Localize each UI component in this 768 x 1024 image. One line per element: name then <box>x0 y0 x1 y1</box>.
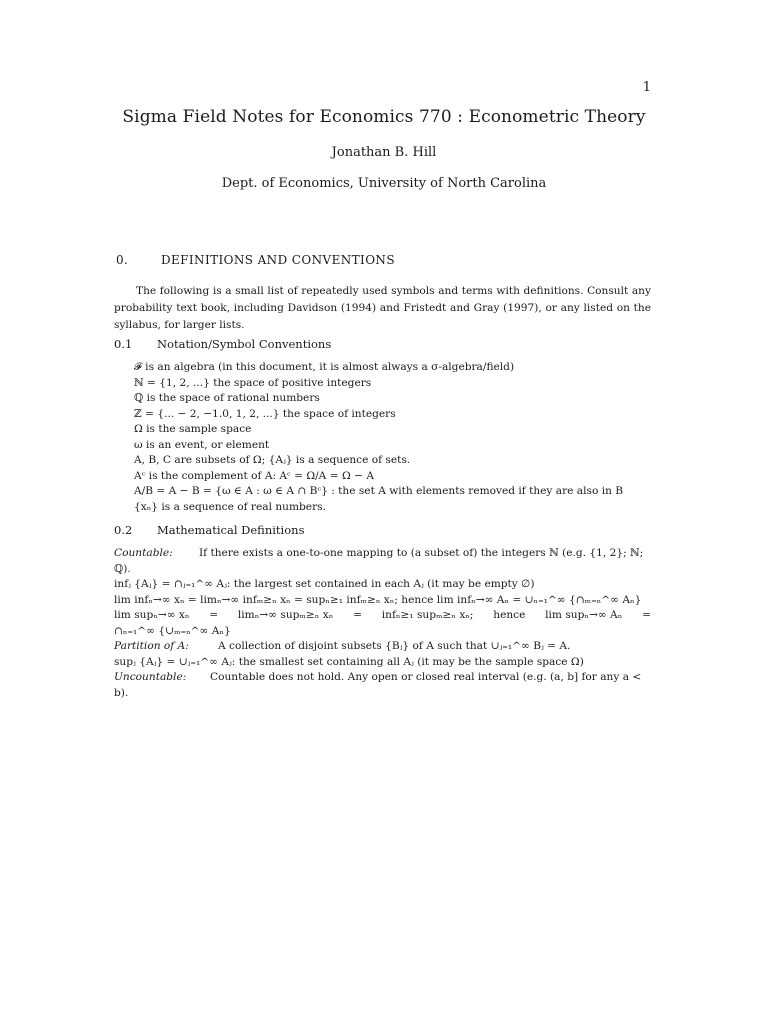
limsup-part: lim supₙ→∞ Aₙ <box>545 609 623 621</box>
notation-line: ω is an event, or element <box>134 438 270 451</box>
page-number: 1 <box>642 80 651 95</box>
notation-line: Aᶜ is the complement of A: Aᶜ = Ω/A = Ω − A <box>134 469 374 482</box>
subsection-heading-definitions <box>114 523 304 537</box>
subsection-number: 0.1 <box>114 337 133 351</box>
definition-text: A collection of disjoint subsets {Bⱼ} of A such that ∪ⱼ₌₁^∞ Bⱼ = A. <box>218 640 571 652</box>
limsup-part: = <box>642 609 651 621</box>
intro-text: The following is a small list of repeatedly used symbols and terms with definitions. Consult any probability text book, including Davidson (1994) and Fristedt and Gray (1997), or any listed on the syllabus, for larger lists. <box>114 285 651 331</box>
definitions-list <box>114 546 651 701</box>
notation-list <box>134 360 654 515</box>
limsup-part: lim supₙ→∞ xₙ <box>114 609 190 621</box>
definition-term: Uncountable: <box>114 671 187 683</box>
definition-uncountable <box>114 670 651 701</box>
subsection-number: 0.2 <box>114 523 133 537</box>
author-name: Jonathan B. Hill <box>331 145 437 160</box>
document-title: Sigma Field Notes for Economics 770 : Econometric Theory <box>122 107 646 127</box>
notation-line: {xₙ} is a sequence of real numbers. <box>134 500 326 513</box>
intro-paragraph <box>114 283 651 334</box>
definition-limsup-continued: ∩ₙ₌₁^∞ {∪ₘ₌ₙ^∞ Aₙ} <box>114 624 231 637</box>
definition-term: Countable: <box>114 547 173 559</box>
notation-line: A/B = A − B = {ω ∈ A : ω ∈ A ∩ Bᶜ} : the set A with elements removed if they are also in B <box>134 485 624 497</box>
definition-text: Countable does not hold. Any open or closed real interval (e.g. (a, b] for any a < b). <box>114 671 642 699</box>
notation-line: Ω is the sample space <box>134 423 252 435</box>
definition-text: If there exists a one-to-one mapping to (a subset of) the integers ℕ (e.g. {1, 2}; ℕ; ℚ). <box>114 547 644 575</box>
notation-line: ℕ = {1, 2, ...} the space of positive integers <box>134 376 372 389</box>
definition-limsup <box>114 608 651 624</box>
notation-line: A, B, C are subsets of Ω; {Aⱼ} is a sequence of sets. <box>134 454 411 466</box>
definition-partition <box>114 639 651 655</box>
notation-line: ℚ is the space of rational numbers <box>134 392 320 404</box>
section-title: DEFINITIONS AND CONVENTIONS <box>161 253 395 267</box>
definition-infimum: infⱼ {Aⱼ} = ∩ⱼ₌₁^∞ Aⱼ: the largest set contained in each Aⱼ (it may be empty ∅) <box>114 578 535 590</box>
limsup-part: infₙ≥₁ supₘ≥ₙ xₙ; <box>381 609 474 621</box>
notation-line: ℤ = {... − 2, −1.0, 1, 2, ...} the space of integers <box>134 407 396 420</box>
subsection-title: Notation/Symbol Conventions <box>157 337 332 351</box>
limsup-part: = <box>209 609 219 621</box>
definition-countable <box>114 546 651 577</box>
notation-line: 𝓕 is an algebra (in this document, it is almost always a σ-algebra/field) <box>134 361 515 373</box>
subsection-title: Mathematical Definitions <box>157 523 305 537</box>
definition-liminf: lim infₙ→∞ xₙ = limₙ→∞ infₘ≥ₙ xₙ = supₙ≥₁ infₘ≥ₙ xₙ; hence lim infₙ→∞ Aₙ = ∪ₙ₌₁^∞ {∩ₘ₌ₙ^∞ Aₙ} <box>114 593 642 606</box>
section-heading <box>116 253 395 267</box>
subsection-heading-notation <box>114 337 331 351</box>
limsup-part: hence <box>493 609 526 621</box>
author-affiliation: Dept. of Economics, University of North Carolina <box>221 176 547 191</box>
limsup-part: limₙ→∞ supₘ≥ₙ xₙ <box>237 609 334 621</box>
section-number: 0. <box>116 253 129 267</box>
definition-term: Partition of A: <box>114 640 189 652</box>
definition-supremum: supⱼ {Aⱼ} = ∪ⱼ₌₁^∞ Aⱼ: the smallest set containing all Aⱼ (it may be the sample space Ω) <box>114 655 584 668</box>
limsup-part: = <box>353 609 362 621</box>
